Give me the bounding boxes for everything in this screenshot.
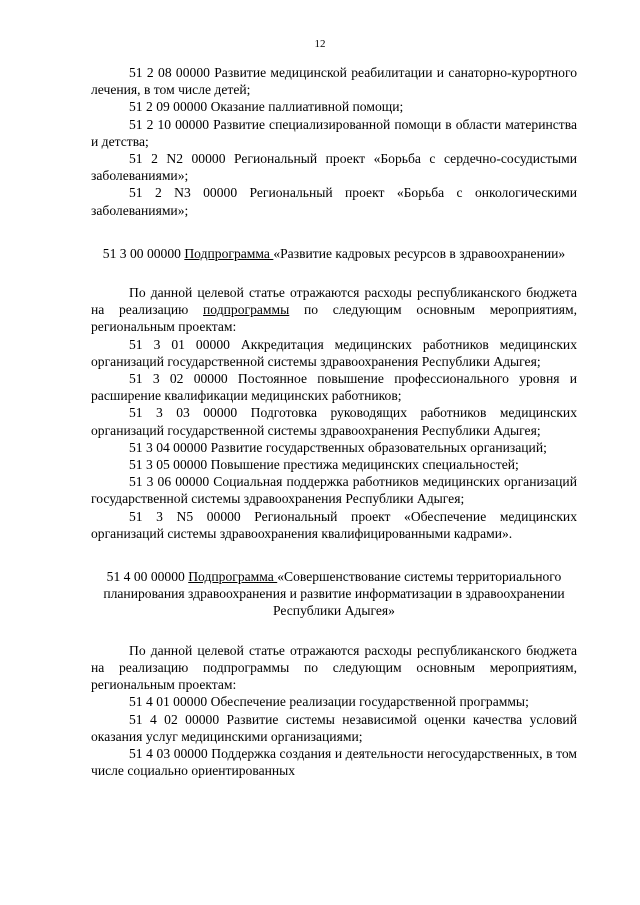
list-item: 51 3 05 00000 Повышение престижа медицинских специальностей; (129, 457, 519, 473)
list-item: 51 2 N2 00000 Региональный проект «Борьба с сердечно-сосудистыми заболеваниями»; (91, 151, 577, 184)
subprogram-heading-1 (91, 245, 577, 262)
list-item: 51 3 06 00000 Социальная поддержка работников медицинских организаций государственной системы здравоохранения Республики Адыгея; (91, 474, 577, 507)
heading-code: 51 3 00 00000 (102, 245, 181, 261)
list-item: 51 3 N5 00000 Региональный проект «Обеспечение медицинских организаций системы здравоохранения квалифицированными кадрами». (91, 508, 577, 541)
list-item: 51 4 03 00000 Поддержка создания и деятельности негосударственных, в том числе социально ориентированных (91, 745, 577, 779)
subprogram-link[interactable]: подпрограммы (203, 302, 290, 318)
list-item: 51 2 10 00000 Развитие специализированной помощи в области материнства и детства; (91, 116, 577, 149)
list-item: 51 4 02 00000 Развитие системы независимой оценки качества условий оказания услуг медицинскими организациями; (91, 711, 577, 744)
list-item: 51 2 08 00000 Развитие медицинской реабилитации и санаторно-курортного лечения, в том числе детей; (91, 65, 577, 98)
list-item: 51 3 01 00000 Аккредитация медицинских работников медицинских организаций государственной системы здравоохранения Республики Адыгея; (91, 336, 577, 369)
list-item: 51 3 04 00000 Развитие государственных образовательных организаций; (129, 439, 547, 455)
list-item: 51 2 09 00000 Оказание паллиативной помощи; (129, 99, 404, 115)
page-number: 12 (314, 38, 326, 50)
list-item: 51 4 01 00000 Обеспечение реализации государственной программы; (129, 694, 529, 710)
intro-paragraph-1: По данной целевой статье отражаются расходы республиканского бюджета на реализацию подпрограммы по следующим основным мероприятиям, региональным проектам: (91, 285, 577, 335)
document-body (91, 64, 577, 779)
heading-title: «Развитие кадровых ресурсов в здравоохранении» (273, 245, 566, 261)
heading-title: «Совершенствование системы территориального планирования здравоохранения и развитие информатизации в здравоохранении Республики Адыгея» (103, 569, 565, 619)
subprogram-link[interactable]: Подпрограмма (184, 245, 274, 261)
list-item: 51 3 02 00000 Постоянное повышение профессионального уровня и расширение квалификации медицинских работников; (91, 371, 577, 404)
list-item: 51 3 03 00000 Подготовка руководящих работников медицинских организаций государственной системы здравоохранения Республики Адыгея; (91, 405, 577, 438)
list-item: 51 2 N3 00000 Региональный проект «Борьба с онкологическими заболеваниями»; (91, 185, 577, 218)
subprogram-heading-2 (91, 568, 577, 620)
heading-code: 51 4 00 00000 (106, 569, 185, 585)
subprogram-link[interactable]: Подпрограмма (188, 569, 278, 585)
intro-paragraph-2: По данной целевой статье отражаются расходы республиканского бюджета на реализацию подпрограммы по следующим основным мероприятиям, региональным проектам: (91, 642, 577, 693)
